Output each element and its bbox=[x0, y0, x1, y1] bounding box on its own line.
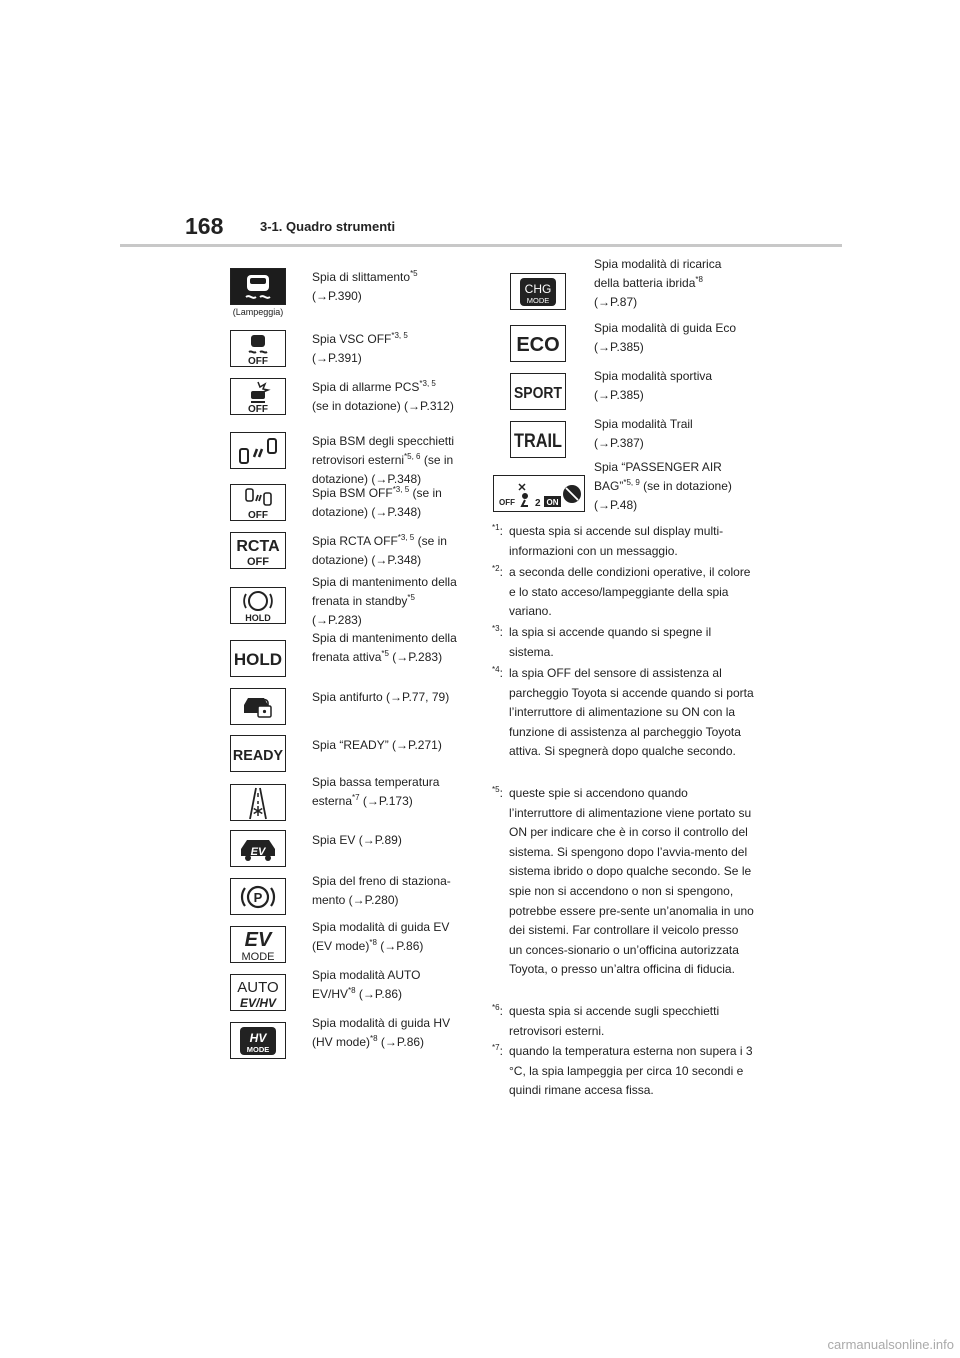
svg-text:RCTA: RCTA bbox=[236, 537, 280, 555]
page-number: 168 bbox=[185, 213, 224, 239]
indicator-text: Spia modalità sportiva (→P.385) bbox=[594, 369, 713, 402]
ev-icon bbox=[230, 830, 286, 867]
indicator-text: Spia di allarme PCS$^{*3, 5}$ (se in dotazione) (→P.312) bbox=[312, 379, 454, 413]
indicator-text: Spia VSC OFF$^{*3, 5}$ (→P.391) bbox=[312, 331, 408, 365]
ev-mode-icon bbox=[230, 926, 286, 963]
watermark: carmanualsonline.info bbox=[827, 1337, 954, 1352]
bsm-off-icon bbox=[230, 484, 286, 521]
svg-text:READY: READY bbox=[232, 747, 284, 764]
chg-mode-icon bbox=[510, 273, 566, 310]
indicator-text: Spia RCTA OFF$^{*3, 5}$ (se in dotazione) (→P.348) bbox=[312, 533, 447, 567]
svg-text:P: P bbox=[253, 889, 263, 905]
svg-text:2: 2 bbox=[535, 497, 541, 509]
svg-text:TRAIL: TRAIL bbox=[514, 430, 563, 452]
indicator-text: Spia del freno di staziona- mento (→P.280) bbox=[312, 874, 451, 907]
bsm-mirror-icon bbox=[230, 432, 286, 469]
vsc-off-icon bbox=[230, 330, 286, 367]
indicator-text: Spia bassa temperatura esterna$^{*7}$ (→P.173) bbox=[312, 775, 440, 808]
svg-text:OFF: OFF bbox=[247, 555, 269, 568]
car-lock-icon bbox=[230, 688, 286, 725]
flashing-note: (Lampeggia) bbox=[232, 307, 284, 317]
svg-text:OFF: OFF bbox=[499, 497, 515, 507]
hv-mode-icon bbox=[230, 1022, 286, 1059]
indicator-text: Spia modalità di ricarica della batteria ibrida$^{*8}$ (→P.87) bbox=[594, 257, 722, 309]
svg-text:SPORT: SPORT bbox=[514, 384, 563, 402]
footnote: $^{*3}$: la spia si accende quando si spegne il sistema. bbox=[492, 624, 712, 659]
indicator-text: Spia modalità di guida EV (EV mode)$^{*8}$ (→P.86) bbox=[312, 920, 450, 953]
svg-text:MODE: MODE bbox=[241, 950, 275, 962]
indicator-text: Spia modalità di guida HV (HV mode)$^{*8}$ (→P.86) bbox=[312, 1016, 451, 1049]
svg-text:EV: EV bbox=[250, 845, 266, 858]
ready-icon bbox=[230, 735, 286, 772]
svg-text:HOLD: HOLD bbox=[245, 612, 271, 623]
indicator-text: Spia di slittamento$^{*5}$ (→P.390) bbox=[312, 269, 418, 303]
auto-evhv-icon bbox=[230, 974, 286, 1011]
section-title: 3-1. Quadro strumenti bbox=[260, 219, 396, 234]
indicator-text: Spia EV (→P.89) bbox=[312, 833, 402, 847]
footnote: $^{*1}$: questa spia si accende sul display multi-informazioni con un messaggio. bbox=[492, 523, 724, 558]
indicator-text: Spia di mantenimento della frenata in standby$^{*5}$ (→P.283) bbox=[312, 575, 457, 627]
svg-text:HOLD: HOLD bbox=[233, 649, 283, 669]
footnote: $^{*2}$: a seconda delle condizioni operative, il colore e lo stato acceso/lampeggiante della spia variano. bbox=[492, 564, 751, 619]
trail-mode-icon bbox=[510, 421, 566, 458]
footnote: $^{*7}$: quando la temperatura esterna non supera i 3 °C, la spia lampeggia per circa 10 secondi e quindi rimane accesa fissa. bbox=[492, 1043, 753, 1098]
indicator-text: Spia antifurto (→P.77, 79) bbox=[312, 690, 450, 704]
footnote: $^{*6}$: questa spia si accende sugli specchietti retrovisori esterni. bbox=[492, 1003, 720, 1038]
svg-text:MODE: MODE bbox=[526, 295, 550, 305]
svg-text:EV/HV: EV/HV bbox=[239, 995, 277, 1010]
footnote: $^{*4}$: la spia OFF del sensore di assistenza al parcheggio Toyota si accende quando si porta l’interruttore di alimentazione su ON con la funzione di assistenza al parcheggio Toyota attiva. Si spegnerà dopo qualche secondo. bbox=[492, 665, 754, 759]
snowflake-road-icon bbox=[230, 784, 286, 821]
sport-mode-icon bbox=[510, 373, 566, 410]
svg-text:OFF: OFF bbox=[248, 403, 268, 413]
svg-text:MODE: MODE bbox=[246, 1044, 270, 1054]
svg-text:AUTO: AUTO bbox=[237, 978, 279, 996]
svg-text:ECO: ECO bbox=[516, 333, 560, 356]
indicator-text: Spia BSM OFF$^{*3, 5}$ (se in dotazione) (→P.348) bbox=[312, 485, 442, 519]
hold-standby-icon bbox=[230, 587, 286, 624]
svg-text:CHG: CHG bbox=[524, 281, 552, 296]
indicator-text: Spia modalità AUTO EV/HV$^{*8}$ (→P.86) bbox=[312, 968, 421, 1001]
slip-icon bbox=[230, 268, 286, 305]
svg-text:EV: EV bbox=[244, 928, 272, 951]
pcs-warning-icon bbox=[230, 378, 286, 415]
hold-icon bbox=[230, 640, 286, 677]
svg-text:HV: HV bbox=[249, 1030, 267, 1045]
indicator-text: Spia “PASSENGER AIR BAG”$^{*5, 9}$ (se in dotazione) (→P.48) bbox=[594, 460, 732, 512]
passenger-airbag-icon bbox=[493, 475, 585, 512]
indicator-text: Spia modalità Trail (→P.387) bbox=[594, 417, 693, 450]
footnote: $^{*5}$: queste spie si accendono quando l’interruttore di alimentazione viene portato su ON per indicare che è in corso il controllo del sistema. Si spengono dopo l’avvia-mento del sistema ibrido o dopo qualche secondo. Se le spie non si accendono o non si spengono, potrebbe essere pre-sente un’anomalia in uno dei sistemi. Far controllare il veicolo presso un conces-sionario o un’officina autorizzata Toyota, o presso un’altra officina di fiducia. bbox=[492, 785, 754, 977]
svg-text:ON: ON bbox=[546, 497, 559, 507]
parking-brake-icon bbox=[230, 878, 286, 915]
eco-mode-icon bbox=[510, 325, 566, 362]
svg-text:OFF: OFF bbox=[248, 355, 268, 365]
header-rule bbox=[120, 244, 842, 247]
indicator-text: Spia di mantenimento della frenata attiva$^{*5}$ (→P.283) bbox=[312, 631, 457, 664]
indicator-text: Spia modalità di guida Eco (→P.385) bbox=[594, 321, 737, 354]
rcta-off-icon bbox=[230, 532, 286, 569]
indicator-text: Spia BSM degli specchietti retrovisori esterni$^{*5, 6}$ (se in dotazione) (→P.348) bbox=[312, 434, 455, 486]
svg-text:OFF: OFF bbox=[248, 509, 268, 519]
indicator-text: Spia “READY” (→P.271) bbox=[312, 738, 442, 752]
